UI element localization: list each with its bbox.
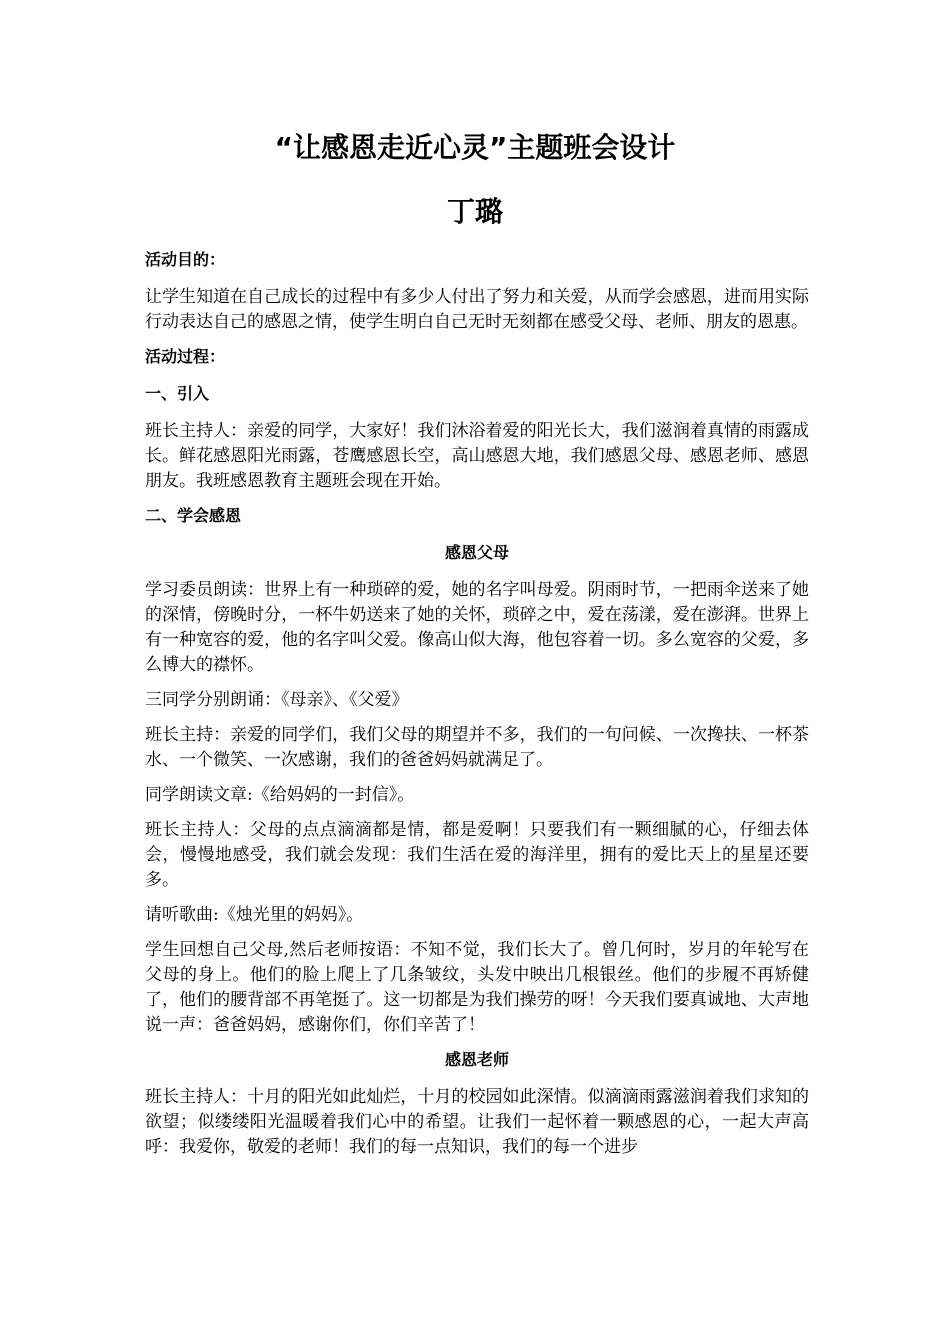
parents-paragraph-5: 班长主持人：父母的点点滴滴都是情，都是爱啊！只要我们有一颗细腻的心，仔细去体会，慢慢地感受，我们就会发现：我们生活在爱的海洋里，拥有的爱比天上的星星还要多。 <box>145 820 809 890</box>
author-name: 丁璐 <box>446 195 503 228</box>
parents-paragraph-4: 同学朗读文章:《给妈妈的一封信》。 <box>145 785 415 805</box>
document-title: “让感恩走近心灵”主题班会设计 <box>274 131 676 164</box>
parents-paragraph-1: 学习委员朗读：世界上有一种琐碎的爱，她的名字叫母爱。阴雨时节，一把雨伞送来了她的深情，傍晚时分，一杯牛奶送来了她的关怀，琐碎之中，爱在荡漾，爱在澎湃。世界上有一种宽容的爱，他的名字叫父爱。像高山似大海，他包容着一切。多么宽容的父爱，多么博大的襟怀。 <box>145 580 809 675</box>
purpose-heading: 活动目的： <box>145 250 226 269</box>
intro-heading: 一、引入 <box>145 384 210 403</box>
teachers-subheading: 感恩老师 <box>444 1050 509 1069</box>
learn-gratitude-heading: 二、学会感恩 <box>145 506 242 525</box>
parents-paragraph-2: 三同学分别朗诵：《母亲》、《父爱》 <box>145 690 409 710</box>
intro-paragraph: 班长主持人：亲爱的同学，大家好！我们沐浴着爱的阳光长大，我们滋润着真情的雨露成长。鲜花感恩阳光雨露，苍鹰感恩长空，高山感恩大地，我们感恩父母、感恩老师、感恩朋友。我班感恩教育主题班会现在开始。 <box>145 421 809 491</box>
process-heading: 活动过程： <box>145 347 226 366</box>
parents-paragraph-7: 学生回想自己父母,然后老师按语：不知不觉，我们长大了。曾几何时，岁月的年轮写在父母的身上。他们的脸上爬上了几条皱纹，头发中映出几根银丝。他们的步履不再矫健了，他们的腰背部不再笔挺了。这一切都是为我们操劳的呀！今天我们要真诚地、大声地说一声：爸爸妈妈，感谢你们，你们辛苦了！ <box>145 940 809 1035</box>
parents-paragraph-3: 班长主持：亲爱的同学们，我们父母的期望并不多，我们的一句问候、一次搀扶、一杯茶水、一个微笑、一次感谢，我们的爸爸妈妈就满足了。 <box>145 725 809 770</box>
purpose-paragraph: 让学生知道在自己成长的过程中有多少人付出了努力和关爱，从而学会感恩，进而用实际行动表达自己的感恩之情，使学生明白自己无时无刻都在感受父母、老师、朋友的恩惠。 <box>145 287 809 332</box>
document-body <box>145 248 809 1170</box>
teachers-paragraph-1: 班长主持人：十月的阳光如此灿烂，十月的校园如此深情。似滴滴雨露滋润着我们求知的欲望；似缕缕阳光温暖着我们心中的希望。让我们一起怀着一颗感恩的心，一起大声高呼：我爱你，敬爱的老师！我们的每一点知识，我们的每一个进步 <box>145 1087 809 1157</box>
parents-subheading: 感恩父母 <box>444 543 509 562</box>
parents-paragraph-6: 请听歌曲:《烛光里的妈妈》。 <box>145 905 364 925</box>
